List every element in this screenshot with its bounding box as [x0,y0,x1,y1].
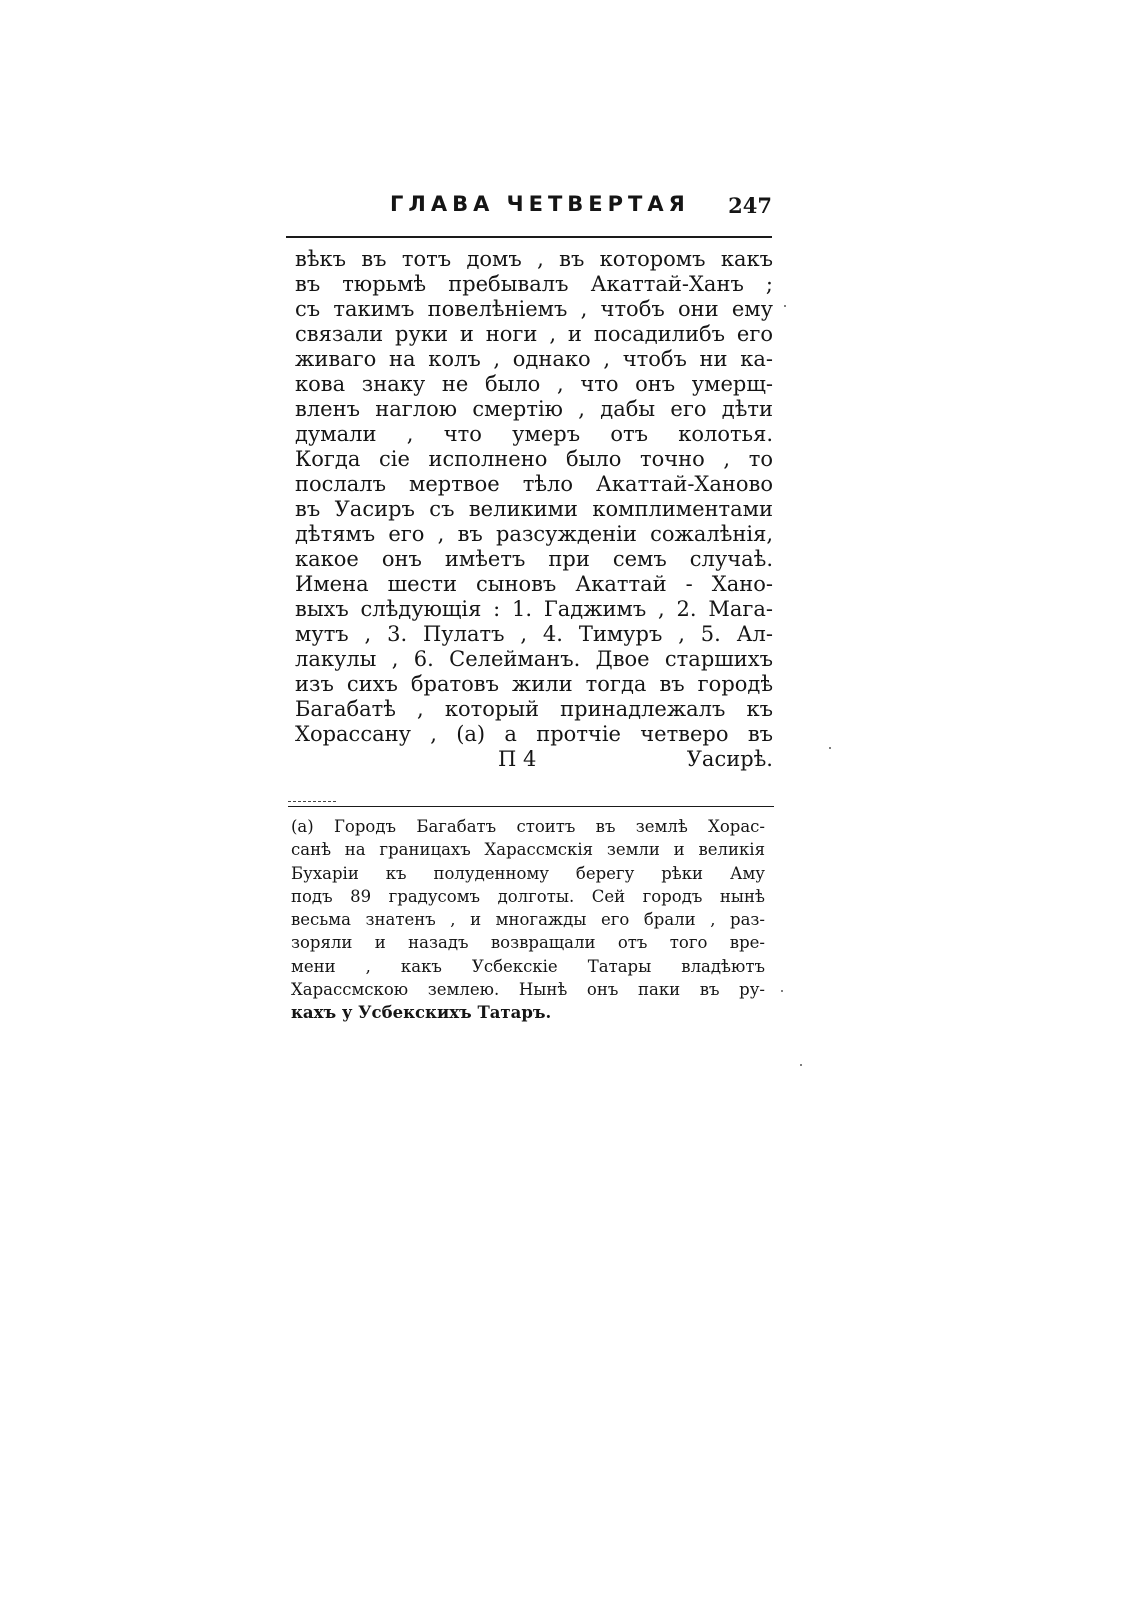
paper-speck [800,1064,802,1066]
footnote-line: подъ 89 градусомъ долготы. Сей городъ нынѣ [291,886,765,906]
footnote-line: зоряли и назадъ возвращали отъ того вре- [291,933,765,953]
text-line: вѣкъ въ тотъ домъ , въ которомъ какъ [295,247,773,271]
text-line: живаго на колъ , однако , чтобъ ни ка- [295,347,773,371]
text-line: Когда сіе исполнено было точно , то [295,447,773,471]
text-line: лакулы , 6. Селейманъ. Двое старшихъ [295,647,773,671]
text-line: послалъ мертвое тѣло Акаттай-Ханово [295,472,773,496]
text-line: связали руки и ноги , и посадилибъ его [295,322,773,346]
footnote-rule-dashes [288,801,336,802]
text-line: вленъ наглою смертію , дабы его дѣти [295,397,773,421]
paper-speck [829,747,831,749]
paper-speck [781,990,783,992]
footnote-line: мени , какъ Усбекскіе Татары владѣютъ [291,956,765,976]
footnote-line: санѣ на границахъ Харассмскія земли и великія [291,840,765,860]
text-line: мутъ , 3. Пулатъ , 4. Тимуръ , 5. Ал- [295,622,773,646]
text-line: въ тюрьмѣ пребывалъ Акаттай-Ханъ ; [295,272,773,296]
text-line: думали , что умеръ отъ колотья. [295,422,773,446]
text-line: Хорассану , (а) а протчіе четверо въ [295,722,773,746]
text-line: съ такимъ повелѣніемъ , чтобъ они ему [295,297,773,321]
signature-mark: П 4 [498,747,537,771]
running-title: ГЛАВА ЧЕТВЕРТАЯ [390,192,690,216]
text-line: кова знаку не было , что онъ умерщ- [295,372,773,396]
footnote [291,815,765,1025]
page-number: 247 [728,193,772,218]
text-line: какое онъ имѣетъ при семъ случаѣ. [295,547,773,571]
footnote-line: кахъ у Усбекскихъ Татаръ. [291,1003,552,1023]
header-rule [286,236,772,238]
text-line: дѣтямъ его , въ разсужденіи сожалѣнія, [295,522,773,546]
text-line: выхъ слѣдующія : 1. Гаджимъ , 2. Мага- [295,597,773,621]
footnote-line: Харассмскою землею. Нынѣ онъ паки въ ру- [291,980,765,1000]
signature-line [295,747,773,772]
catchword: Уасирѣ. [686,747,773,771]
page-header [282,192,772,222]
main-text [295,247,773,772]
text-line: Багабатѣ , который принадлежалъ къ [295,697,773,721]
text-line: Имена шести сыновъ Акаттай - Хано- [295,572,773,596]
paper-speck [784,305,786,307]
footnote-line: весьма знатенъ , и многажды его брали , раз- [291,910,765,930]
footnote-line: (а) Городъ Багабатъ стоитъ въ землѣ Хорас- [291,817,765,836]
footnote-rule [288,806,774,807]
footnote-line: Бухаріи къ полуденному берегу рѣки Аму [291,863,765,883]
text-line: въ Уасиръ съ великими комплиментами [295,497,773,521]
text-line: изъ сихъ братовъ жили тогда въ городѣ [295,672,773,696]
